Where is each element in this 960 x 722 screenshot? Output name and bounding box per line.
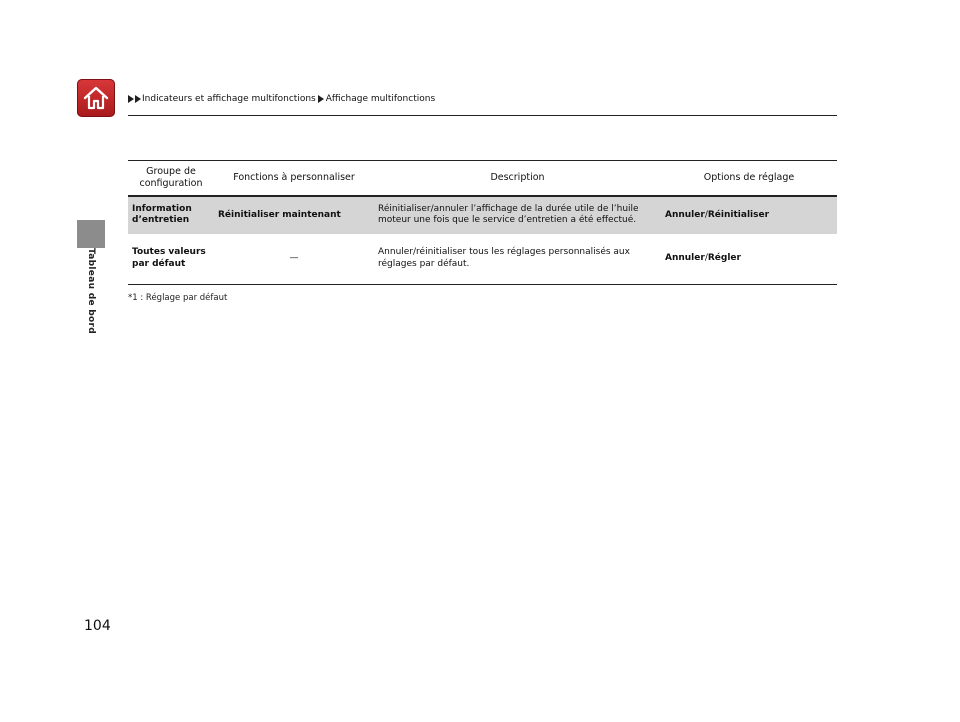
row-description: Annuler/réinitialiser tous les réglages personnalisés aux réglages par défaut. (378, 247, 630, 269)
row-group: Toutes valeurs par défaut (132, 247, 206, 269)
option-separator: / (704, 253, 708, 264)
header-description: Description (490, 172, 545, 184)
breadcrumb-item[interactable]: Indicateurs et affichage multifonctions (142, 94, 316, 104)
page-number: 104 (84, 618, 111, 634)
table-row (128, 234, 837, 284)
section-tab (77, 220, 105, 248)
header-divider (128, 115, 837, 116)
table-header-row (128, 161, 837, 196)
option-set: Régler (707, 253, 741, 264)
settings-table (128, 160, 837, 285)
row-function: Réinitialiser maintenant (214, 196, 374, 234)
row-group: Information d’entretien (128, 196, 214, 234)
section-label: Tableau de bord (86, 248, 96, 334)
option-separator: / (704, 209, 708, 220)
home-icon[interactable] (77, 79, 115, 117)
breadcrumb (128, 94, 435, 104)
footnote: *1 : Réglage par défaut (128, 293, 228, 303)
header-group: Groupe de configuration (139, 166, 203, 190)
row-description: Réinitialiser/annuler l’affichage de la durée utile de l’huile moteur une fois que le service d’entretien a été effectué. (374, 196, 661, 234)
breadcrumb-item[interactable]: Affichage multifonctions (325, 94, 436, 104)
row-options (661, 196, 837, 234)
table-row (128, 196, 837, 234)
option-cancel: Annuler (665, 209, 705, 220)
option-cancel: Annuler (665, 253, 705, 264)
breadcrumb-arrow-icon (318, 95, 324, 103)
row-function: — (289, 253, 299, 264)
breadcrumb-arrow-icon (128, 95, 134, 103)
header-functions: Fonctions à personnaliser (233, 172, 355, 184)
option-reset: Réinitialiser (707, 209, 770, 220)
header-options: Options de réglage (703, 172, 795, 184)
row-options (661, 234, 837, 284)
breadcrumb-arrow-icon (135, 95, 141, 103)
